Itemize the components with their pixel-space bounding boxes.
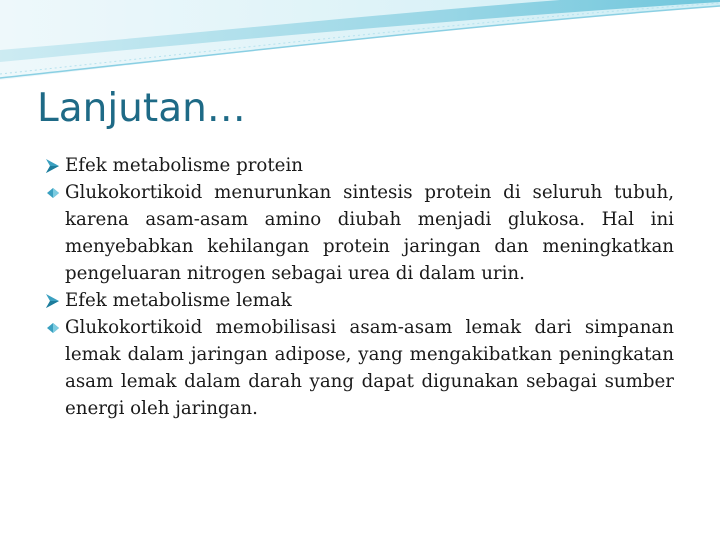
diamond-bullet-icon [44, 179, 64, 206]
diamond-bullet-icon [44, 314, 64, 341]
bullet-text: Efek metabolisme protein [65, 155, 303, 176]
arrow-bullet-icon [44, 287, 64, 314]
bullet-text: Glukokortikoid memobilisasi asam-asam lemak dari simpanan lemak dalam jaringan adipose, yang mengakibatkan peningkatan asam lemak dalam darah yang dapat digunakan sebagai sumber energi oleh jaringan. [65, 317, 674, 419]
slide-body [44, 152, 674, 422]
bullet-item [44, 287, 674, 314]
bullet-text: Glukokortikoid menurunkan sintesis protein di seluruh tubuh, karena asam-asam amino diubah menjadi glukosa. Hal ini menyebabkan kehilangan protein jaringan dan meningkatkan pengeluaran nitrogen sebagai urea di dalam urin. [65, 182, 674, 284]
decorative-wave-banner [0, 0, 720, 90]
bullet-item [44, 179, 674, 287]
arrow-bullet-icon [44, 152, 64, 179]
bullet-text: Efek metabolisme lemak [65, 290, 292, 311]
bullet-item [44, 314, 674, 422]
bullet-item [44, 152, 674, 179]
slide-title: Lanjutan… [37, 86, 246, 131]
